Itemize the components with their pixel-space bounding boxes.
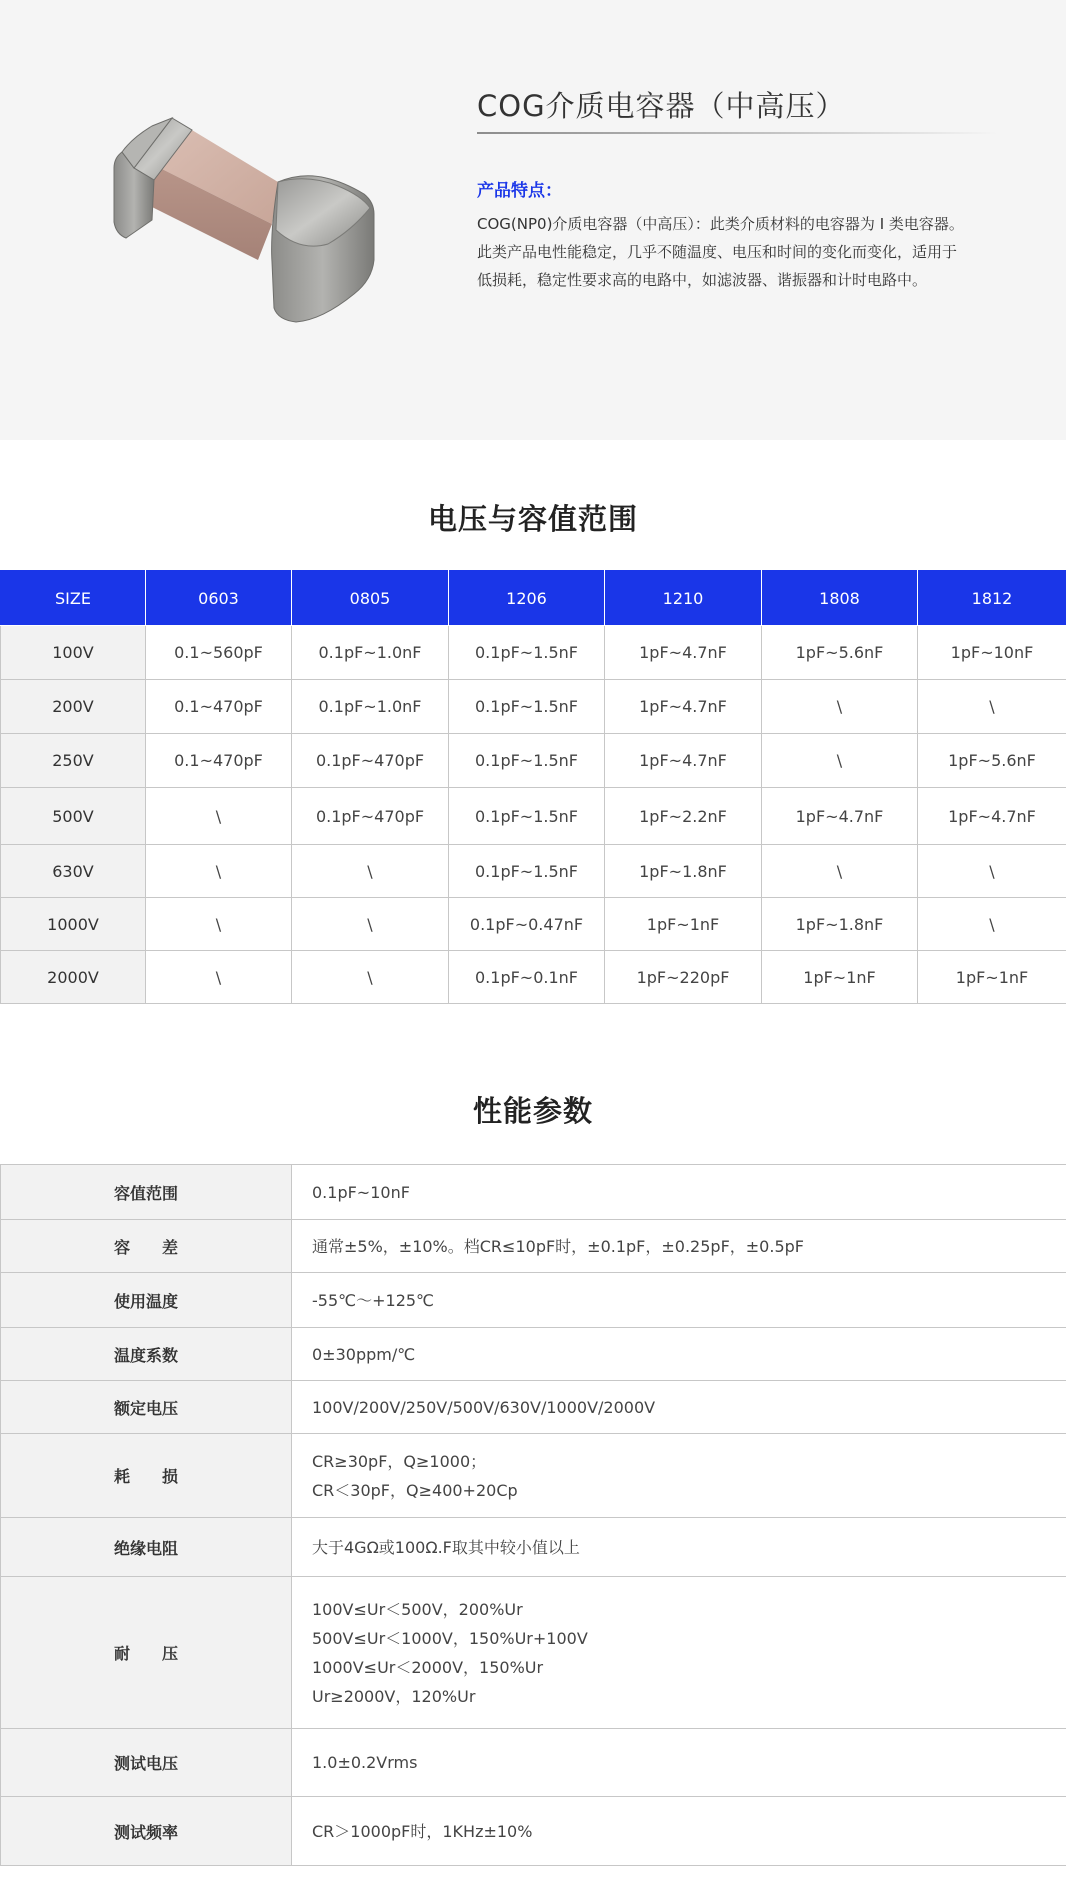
capacitance-range-cell: 0.1pF~1.0nF: [292, 626, 449, 680]
capacitance-range-cell: \: [292, 845, 449, 898]
voltage-capacitance-heading: 电压与容值范围: [427, 502, 638, 536]
parameter-value-line: 0.1pF~10nF: [312, 1182, 410, 1202]
capacitance-range-cell: 1pF~1nF: [762, 951, 918, 1004]
voltage-row-header: 500V: [1, 788, 146, 845]
table-row: [1, 1518, 1066, 1577]
parameter-value: [292, 1577, 1066, 1729]
capacitance-range-cell: 1pF~1nF: [605, 898, 762, 951]
parameter-label: 绝缘电阻: [1, 1518, 292, 1577]
parameter-value: [292, 1434, 1066, 1518]
parameter-value-line: 100V≤Ur＜500V，200%Ur: [312, 1599, 523, 1619]
capacitance-range-cell: \: [146, 898, 292, 951]
size-header-cell: 1206: [449, 571, 605, 626]
parameter-label: 温度系数: [1, 1328, 292, 1381]
table-row: [1, 788, 1066, 845]
parameter-value-line: CR＜30pF，Q≥400+20Cp: [312, 1480, 518, 1500]
table-header-row: [1, 571, 1066, 626]
capacitance-range-cell: 0.1pF~0.47nF: [449, 898, 605, 951]
capacitance-range-cell: 1pF~5.6nF: [762, 626, 918, 680]
voltage-row-header: 200V: [1, 680, 146, 734]
parameter-label: 容 差: [1, 1220, 292, 1273]
parameter-label: 耐 压: [1, 1577, 292, 1729]
parameter-label: 测试频率: [1, 1797, 292, 1866]
table-row: [1, 845, 1066, 898]
table-row: [1, 1220, 1066, 1273]
voltage-row-header: 2000V: [1, 951, 146, 1004]
table-row: [1, 898, 1066, 951]
parameter-value-line: 0±30ppm/℃: [312, 1344, 416, 1364]
voltage-row-header: 250V: [1, 734, 146, 788]
parameter-value-line: 1000V≤Ur＜2000V，150%Ur: [312, 1657, 544, 1677]
table-row: [1, 951, 1066, 1004]
capacitance-range-cell: \: [762, 845, 918, 898]
parameter-label: 容值范围: [1, 1165, 292, 1220]
parameter-value-line: CR≥30pF，Q≥1000；: [312, 1451, 487, 1471]
parameter-value: [292, 1328, 1066, 1381]
capacitance-range-cell: 0.1pF~1.5nF: [449, 788, 605, 845]
voltage-row-header: 100V: [1, 626, 146, 680]
capacitance-range-cell: 1pF~4.7nF: [605, 680, 762, 734]
voltage-capacitance-table: [0, 570, 1066, 1004]
capacitance-range-cell: \: [146, 845, 292, 898]
capacitance-range-cell: \: [292, 951, 449, 1004]
capacitance-range-cell: 0.1~470pF: [146, 734, 292, 788]
capacitance-range-cell: 0.1pF~0.1nF: [449, 951, 605, 1004]
capacitance-range-cell: \: [146, 951, 292, 1004]
parameter-value: [292, 1381, 1066, 1434]
capacitance-range-cell: 0.1~470pF: [146, 680, 292, 734]
capacitance-range-cell: \: [918, 898, 1066, 951]
parameter-value-line: 1.0±0.2Vrms: [312, 1753, 418, 1772]
table-row: [1, 1165, 1066, 1220]
size-header-cell: 0603: [146, 571, 292, 626]
capacitance-range-cell: 0.1pF~1.0nF: [292, 680, 449, 734]
parameter-value-line: 大于4GΩ或100Ω.F取其中较小值以上: [312, 1537, 580, 1557]
table-row: [1, 1381, 1066, 1434]
capacitance-range-cell: \: [918, 845, 1066, 898]
features-heading: 产品特点：: [477, 181, 562, 201]
parameter-value-line: 500V≤Ur＜1000V，150%Ur+100V: [312, 1628, 588, 1648]
product-title: COG介质电容器（中高压）: [477, 89, 846, 123]
parameter-value-line: 100V/200V/250V/500V/630V/1000V/2000V: [312, 1397, 656, 1417]
parameter-value: [292, 1165, 1066, 1220]
voltage-row-header: 1000V: [1, 898, 146, 951]
size-header-cell: 1808: [762, 571, 918, 626]
parameter-value: [292, 1729, 1066, 1797]
size-column-header: SIZE: [1, 571, 146, 626]
capacitance-range-cell: 0.1pF~1.5nF: [449, 626, 605, 680]
parameter-value-line: CR＞1000pF时，1KHz±10%: [312, 1821, 533, 1841]
capacitance-range-cell: 1pF~4.7nF: [762, 788, 918, 845]
capacitance-range-cell: \: [918, 680, 1066, 734]
table-row: [1, 1797, 1066, 1866]
capacitance-range-cell: 0.1pF~1.5nF: [449, 845, 605, 898]
parameter-label: 测试电压: [1, 1729, 292, 1797]
capacitance-range-cell: 1pF~1.8nF: [605, 845, 762, 898]
description-line: 低损耗，稳定性要求高的电路中，如滤波器、谐振器和计时电路中。: [477, 271, 928, 289]
size-header-cell: 0805: [292, 571, 449, 626]
capacitance-range-cell: 1pF~4.7nF: [918, 788, 1066, 845]
table-row: [1, 734, 1066, 788]
capacitance-range-cell: \: [146, 788, 292, 845]
title-divider: [477, 132, 997, 134]
capacitance-range-cell: 1pF~5.6nF: [918, 734, 1066, 788]
capacitance-range-cell: 1pF~220pF: [605, 951, 762, 1004]
voltage-row-header: 630V: [1, 845, 146, 898]
parameter-value: [292, 1797, 1066, 1866]
product-hero: [0, 0, 1066, 440]
parameter-label: 使用温度: [1, 1273, 292, 1328]
parameter-value-line: 通常±5%，±10%。档CR≤10pF时，±0.1pF，±0.25pF，±0.5pF: [312, 1236, 804, 1256]
capacitance-range-cell: \: [762, 680, 918, 734]
parameter-label: 额定电压: [1, 1381, 292, 1434]
performance-table: [0, 1164, 1066, 1866]
capacitance-range-cell: 1pF~1nF: [918, 951, 1066, 1004]
table-row: [1, 680, 1066, 734]
description-line: COG(NP0)介质电容器（中高压）：此类介质材料的电容器为 I 类电容器。: [477, 215, 964, 233]
capacitance-range-cell: 1pF~1.8nF: [762, 898, 918, 951]
table-row: [1, 626, 1066, 680]
parameter-value: [292, 1518, 1066, 1577]
size-header-cell: 1210: [605, 571, 762, 626]
capacitance-range-cell: 0.1pF~1.5nF: [449, 680, 605, 734]
capacitance-range-cell: 0.1~560pF: [146, 626, 292, 680]
capacitance-range-cell: 0.1pF~1.5nF: [449, 734, 605, 788]
table-row: [1, 1577, 1066, 1729]
capacitance-range-cell: 0.1pF~470pF: [292, 734, 449, 788]
capacitor-chip-image: [112, 112, 378, 326]
parameter-value: [292, 1220, 1066, 1273]
parameter-label: 耗 损: [1, 1434, 292, 1518]
table-row: [1, 1328, 1066, 1381]
capacitance-range-cell: \: [762, 734, 918, 788]
capacitance-range-cell: \: [292, 898, 449, 951]
product-description: [477, 210, 1032, 294]
capacitance-range-cell: 1pF~10nF: [918, 626, 1066, 680]
capacitance-range-cell: 1pF~4.7nF: [605, 734, 762, 788]
capacitance-range-cell: 0.1pF~470pF: [292, 788, 449, 845]
capacitance-range-cell: 1pF~2.2nF: [605, 788, 762, 845]
table-row: [1, 1273, 1066, 1328]
table-row: [1, 1434, 1066, 1518]
description-line: 此类产品电性能稳定，几乎不随温度、电压和时间的变化而变化，适用于: [477, 243, 958, 261]
size-header-cell: 1812: [918, 571, 1066, 626]
capacitance-range-cell: 1pF~4.7nF: [605, 626, 762, 680]
parameter-value-line: Ur≥2000V，120%Ur: [312, 1686, 476, 1706]
parameter-value: [292, 1273, 1066, 1328]
parameter-value-line: -55℃～+125℃: [312, 1290, 435, 1310]
table-row: [1, 1729, 1066, 1797]
performance-heading: 性能参数: [472, 1094, 593, 1128]
